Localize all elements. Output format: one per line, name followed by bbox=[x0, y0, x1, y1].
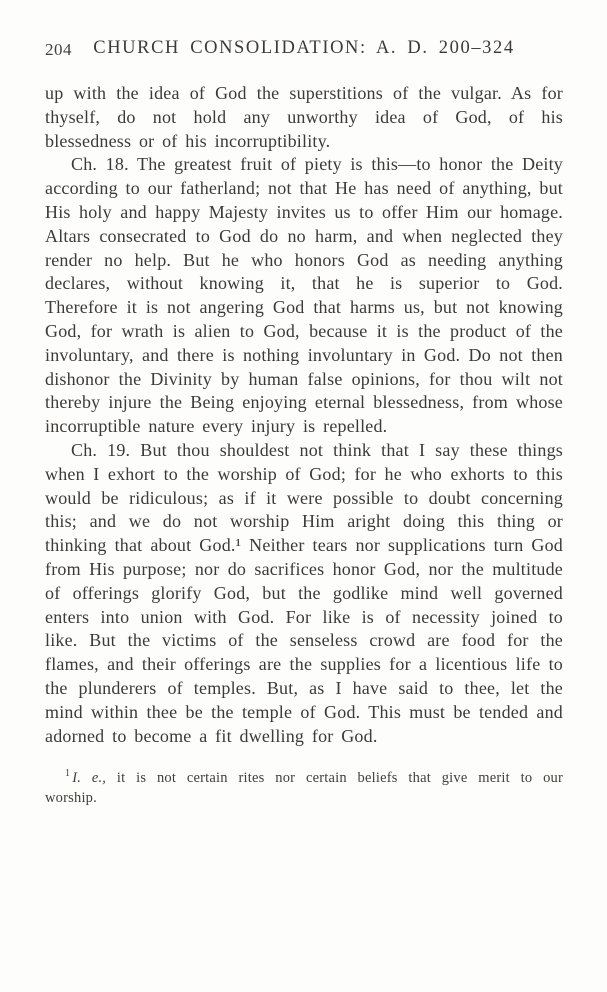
footnote-marker: 1 bbox=[65, 768, 71, 780]
paragraph-continuation: up with the idea of God the superstitions of the vulgar. As for thyself, do not hold any unworthy idea of God, of his blessedness or of his incorruptibility. bbox=[45, 83, 563, 151]
page-header bbox=[45, 38, 563, 64]
footnote bbox=[45, 769, 563, 808]
footnote-latin-abbrev: I. e., bbox=[72, 770, 107, 787]
page-number: 204 bbox=[45, 40, 72, 59]
footnote-text: it is not certain rites nor certain beliefs that give merit to our worship. bbox=[45, 770, 564, 806]
running-title: CHURCH CONSOLIDATION: A. D. 200–324 bbox=[93, 38, 515, 58]
paragraph-ch-18: Ch. 18. The greatest fruit of piety is this—to honor the Deity according to our fatherland; not that He has need of anything, but His holy and happy Majesty invites us to offer Him our homage. Altars consecrated to God do no harm, and when neglected they render no help. But he who honors God as needing anything declares, without knowing it, that he is superior to God. Therefore it is not angering God that harms us, but not knowing God, for wrath is alien to God, because it is the product of the involuntary, and there is nothing involuntary in God. Do not then dishonor the Divinity by human false opinions, for thou wilt not thereby injure the Being enjoying eternal blessedness, from whose incorruptible nature every injury is repelled. bbox=[45, 154, 563, 437]
paragraph-ch-19: Ch. 19. But thou shouldest not think that I say these things when I exhort to the worship of God; for he who exhorts to this would be ridiculous; as if it were possible to doubt concerning this; and we do not worship Him aright doing this thing or thinking that about God.¹ Neither tears nor supplications turn God from His purpose; nor do sacrifices honor God, nor the multitude of offerings glorify God, but the godlike mind well governed enters into union with God. For like is of necessity joined to like. But the victims of the senseless crowd are food for the flames, and their offerings are the supplies for a licentious life to the plunderers of temples. But, as I have said to thee, let the mind within thee be the temple of God. This must be tended and adorned to become a fit dwelling for God. bbox=[45, 439, 563, 746]
body-text bbox=[45, 82, 563, 748]
